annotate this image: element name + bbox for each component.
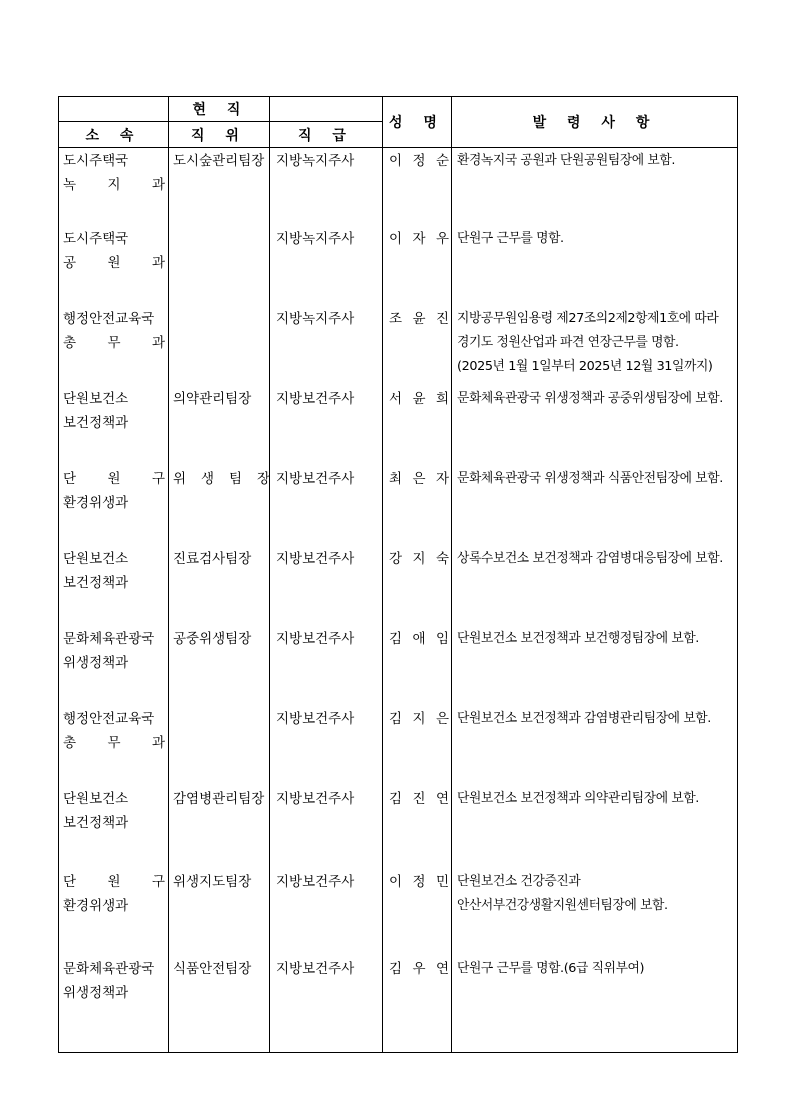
position-cell: 식품안전팀장 [173,961,252,977]
name-cell: 조 윤 진 [389,311,449,327]
affiliation-cell [63,707,165,755]
department-division: 공 원 과 [63,255,165,271]
grade-cell: 지방보건주사 [276,711,355,727]
order-cell [457,227,737,251]
order-line: 문화체육관광국 위생정책과 식품안전팀장에 보함. [457,471,723,486]
name-cell: 이 정 순 [389,153,449,169]
grade-cell: 지방녹지주사 [276,153,355,169]
affiliation-cell [63,307,165,355]
name-cell: 김 애 임 [389,631,449,647]
order-line: 단원구 근무를 명함.(6급 직위부여) [457,961,645,976]
department-bureau: 문화체육관광국 [63,631,155,647]
department-bureau: 단 원 구 [63,874,165,890]
department-division: 위생정책과 [63,655,129,671]
department-bureau: 행정안전교육국 [63,711,155,727]
name-cell: 강 지 숙 [389,551,449,567]
affiliation-cell [63,149,165,197]
order-line: 단원구 근무를 명함. [457,231,564,246]
department-division: 보건정책과 [63,575,129,591]
position-cell: 도시숲관리팀장 [173,153,265,169]
name-cell: 김 진 연 [389,791,449,807]
name-cell: 김 우 연 [389,961,449,977]
order-cell [457,787,737,811]
order-cell [457,387,737,411]
affiliation-cell [63,387,165,435]
order-line: 지방공무원임용령 제27조의2제2항제1호에 따라 [457,311,719,326]
order-cell [457,547,737,571]
order-line: 경기도 정원산업과 파견 연장근무를 명함. [457,335,679,350]
header-grade: 직 급 [298,127,354,144]
grade-cell: 지방보건주사 [276,471,355,487]
affiliation-cell [63,467,165,515]
order-line: 문화체육관광국 위생정책과 공중위생팀장에 보함. [457,391,723,406]
department-bureau: 도시주택국 [63,153,129,169]
department-bureau: 단원보건소 [63,551,129,567]
name-cell: 이 정 민 [389,874,449,890]
position-cell: 진료검사팀장 [173,551,252,567]
order-cell [457,870,737,918]
position-cell: 감염병관리팀장 [173,791,265,807]
department-bureau: 문화체육관광국 [63,961,155,977]
grade-cell: 지방보건주사 [276,791,355,807]
column-divider [168,97,169,1052]
grade-cell: 지방보건주사 [276,961,355,977]
name-cell: 최 은 자 [389,471,449,487]
department-bureau: 단원보건소 [63,391,129,407]
column-divider [269,97,270,1052]
order-line: 단원보건소 건강증진과 [457,874,581,889]
order-line: 환경녹지국 공원과 단원공원팀장에 보함. [457,153,676,168]
department-division: 환경위생과 [63,495,129,511]
department-division: 보건정책과 [63,415,129,431]
order-line: 단원보건소 보건정책과 보건행정팀장에 보함. [457,631,699,646]
department-division: 총 무 과 [63,335,165,351]
name-cell: 이 자 우 [389,231,449,247]
personnel-table [58,96,738,1053]
name-cell: 김 지 은 [389,711,449,727]
order-cell [457,707,737,731]
position-cell: 의약관리팀장 [173,391,252,407]
affiliation-cell [63,227,165,275]
grade-cell: 지방보건주사 [276,551,355,567]
order-line: 단원보건소 보건정책과 의약관리팀장에 보함. [457,791,699,806]
department-division: 보건정책과 [63,815,129,831]
header-name: 성 명 [389,115,445,131]
position-cell: 공중위생팀장 [173,631,252,647]
grade-cell: 지방보건주사 [276,391,355,407]
affiliation-cell [63,957,165,1005]
department-division: 환경위생과 [63,898,129,914]
order-line: 단원보건소 보건정책과 감염병관리팀장에 보함. [457,711,711,726]
position-cell: 위생지도팀장 [173,874,252,890]
header-current: 현 직 [192,102,249,118]
grade-cell: 지방보건주사 [276,874,355,890]
department-division: 위생정책과 [63,985,129,1001]
department-division: 총 무 과 [63,735,165,751]
header-divider [59,147,737,148]
grade-cell: 지방녹지주사 [276,311,355,327]
order-line: 안산서부건강생활지원센터팀장에 보함. [457,898,668,913]
header-affiliation: 소 속 [85,127,142,144]
header-position: 직 위 [191,127,247,144]
affiliation-cell [63,627,165,675]
order-line: (2025년 1월 1일부터 2025년 12월 31일까지) [457,359,713,374]
department-bureau: 단원보건소 [63,791,129,807]
grade-cell: 지방보건주사 [276,631,355,647]
order-cell [457,467,737,491]
department-bureau: 행정안전교육국 [63,311,155,327]
name-cell: 서 윤 희 [389,391,449,407]
grade-cell: 지방녹지주사 [276,231,355,247]
position-cell: 위 생 팀 장 [173,471,270,487]
department-bureau: 단 원 구 [63,471,165,487]
order-line: 상록수보건소 보건정책과 감염병대응팀장에 보함. [457,551,723,566]
affiliation-cell [63,870,165,918]
order-cell [457,627,737,651]
department-division: 녹 지 과 [63,177,165,193]
affiliation-cell [63,547,165,595]
affiliation-cell [63,787,165,835]
order-cell [457,957,737,981]
column-divider [451,97,452,1052]
department-bureau: 도시주택국 [63,231,129,247]
order-cell [457,149,737,173]
order-cell [457,307,737,379]
header-order: 발 령 사 항 [532,115,658,131]
